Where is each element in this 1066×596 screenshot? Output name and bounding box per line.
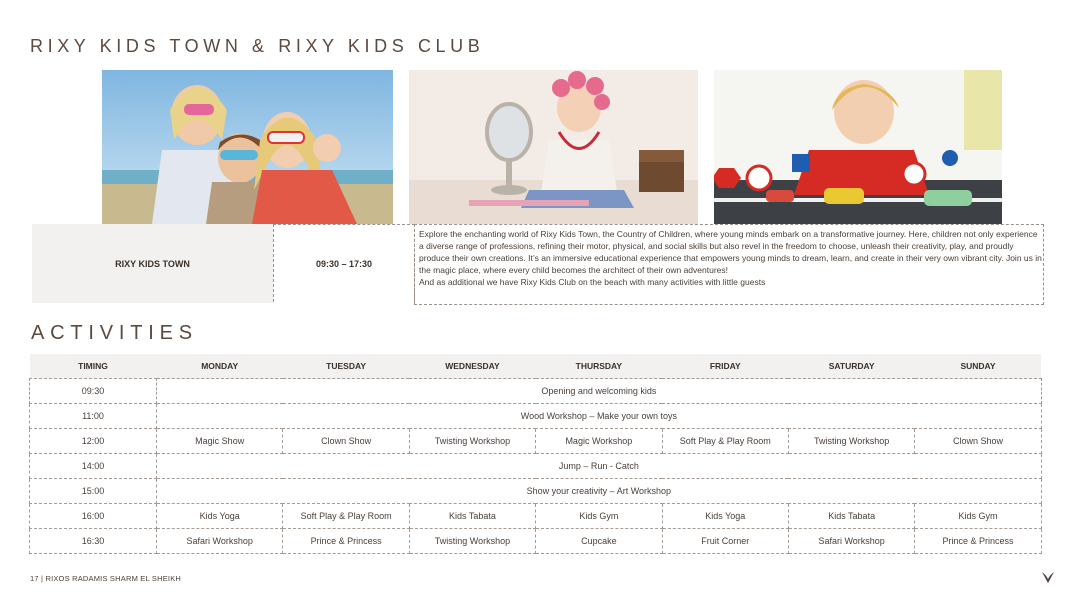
- activity-cell: Prince & Princess: [283, 529, 409, 554]
- header-thursday: THURSDAY: [536, 354, 662, 379]
- photo-kids-sunglasses: [102, 70, 393, 224]
- time-cell: 09:30: [30, 379, 157, 404]
- header-wednesday: WEDNESDAY: [409, 354, 535, 379]
- activity-cell: Kids Gym: [915, 504, 1041, 529]
- description-extra-text: And as additional we have Rixy Kids Club on the beach with many activities with little guests: [419, 277, 766, 287]
- table-row: [30, 404, 1042, 429]
- kids-town-hours: 09:30 – 17:30: [273, 224, 415, 302]
- activity-cell: Wood Workshop – Make your own toys: [157, 404, 1042, 429]
- activity-cell: Twisting Workshop: [409, 529, 535, 554]
- activity-cell: Twisting Workshop: [788, 429, 914, 454]
- kids-town-description: [414, 224, 1044, 305]
- time-cell: 11:00: [30, 404, 157, 429]
- time-cell: 14:00: [30, 454, 157, 479]
- page-title: RIXY KIDS TOWN & RIXY KIDS CLUB: [30, 36, 485, 56]
- table-row: [30, 529, 1042, 554]
- activity-cell: Opening and welcoming kids: [157, 379, 1042, 404]
- header-saturday: SATURDAY: [788, 354, 914, 379]
- activity-cell: Safari Workshop: [788, 529, 914, 554]
- activity-cell: Kids Tabata: [788, 504, 914, 529]
- kids-town-name: RIXY KIDS TOWN: [32, 224, 273, 303]
- activity-cell: Clown Show: [915, 429, 1041, 454]
- activity-cell: Kids Yoga: [662, 504, 788, 529]
- activity-cell: Soft Play & Play Room: [662, 429, 788, 454]
- activity-cell: Fruit Corner: [662, 529, 788, 554]
- header-friday: FRIDAY: [662, 354, 788, 379]
- time-cell: 16:30: [30, 529, 157, 554]
- table-row: [30, 429, 1042, 454]
- time-cell: 15:00: [30, 479, 157, 504]
- time-cell: 12:00: [30, 429, 157, 454]
- activity-cell: Cupcake: [536, 529, 662, 554]
- page-footer: 17 | RIXOS RADAMIS SHARM EL SHEIKH: [30, 574, 182, 583]
- activity-cell: Magic Workshop: [536, 429, 662, 454]
- activities-title: ACTIVITIES: [31, 322, 198, 344]
- kids-town-info: [32, 224, 1043, 303]
- activity-cell: Soft Play & Play Room: [283, 504, 409, 529]
- table-row: [30, 454, 1042, 479]
- table-row: [30, 479, 1042, 504]
- header-tuesday: TUESDAY: [283, 354, 409, 379]
- activity-cell: Kids Tabata: [409, 504, 535, 529]
- description-text: Explore the enchanting world of Rixy Kids Town, the Country of Children, where young minds embark on a transformative journey. Here, children not only experience a diverse range of professions, refining their motor, physical, and social skills but also revel in the freedom to choose, unleash their creativity, play, and proudly produce their own creations. It’s an immersive educational experience that empowers young minds to dream, learn, and create in their very own vibrant city. Join us in the magic place, where every child becomes the architect of their own adventures!: [419, 229, 1042, 275]
- photo-boy-toy-cars: [714, 70, 1002, 224]
- activity-cell: Prince & Princess: [915, 529, 1041, 554]
- table-header-row: [30, 354, 1042, 379]
- photo-girl-makeup: [409, 70, 698, 224]
- activity-cell: Jump – Run - Catch: [157, 454, 1042, 479]
- table-row: [30, 504, 1042, 529]
- activity-cell: Twisting Workshop: [409, 429, 535, 454]
- activity-cell: Clown Show: [283, 429, 409, 454]
- activity-cell: Show your creativity – Art Workshop: [157, 479, 1042, 504]
- activity-cell: Kids Yoga: [157, 504, 283, 529]
- time-cell: 16:00: [30, 504, 157, 529]
- activity-cell: Kids Gym: [536, 504, 662, 529]
- activities-table: [29, 354, 1042, 554]
- rixos-logo-icon: [1040, 570, 1056, 584]
- header-monday: MONDAY: [157, 354, 283, 379]
- activity-cell: Safari Workshop: [157, 529, 283, 554]
- activity-cell: Magic Show: [157, 429, 283, 454]
- header-sunday: SUNDAY: [915, 354, 1041, 379]
- header-timing: TIMING: [30, 354, 157, 379]
- table-row: [30, 379, 1042, 404]
